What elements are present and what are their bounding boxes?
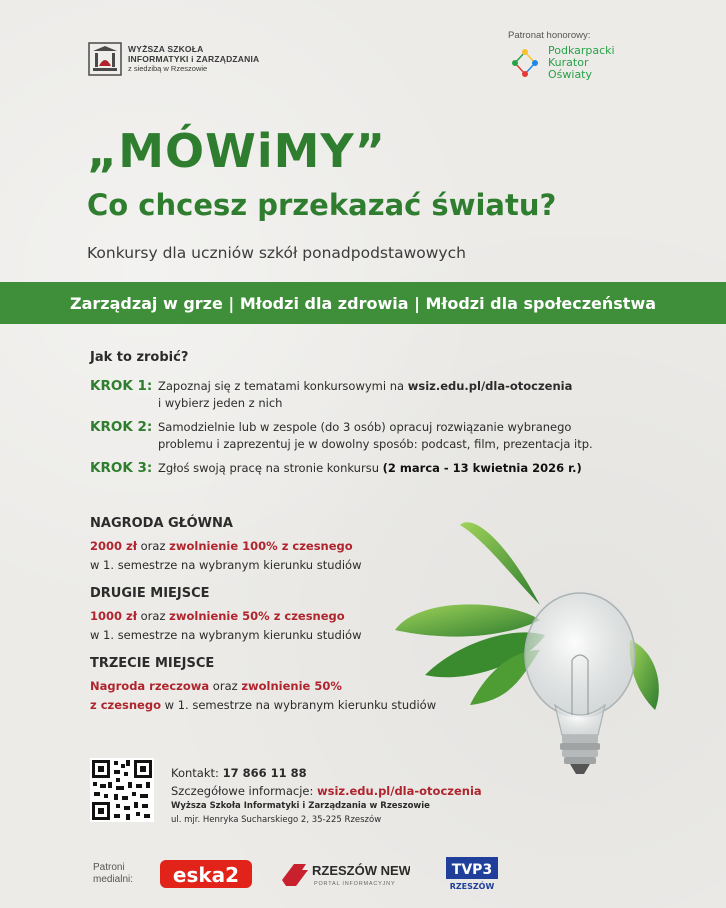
- eska2-logo: [160, 858, 252, 894]
- step-label: KROK 1:: [90, 378, 153, 394]
- step-text: problemu i zaprezentuj je w dowolny sposób: podcast, film, prezentacja itp.: [158, 437, 593, 451]
- tvp3-icon: [446, 857, 498, 893]
- prize-line2-text: w 1. semestrze na wybranym kierunku studiów: [160, 698, 437, 712]
- eska2-text: eska2: [172, 863, 240, 887]
- kurator-network-icon: [510, 48, 540, 78]
- prize-amount: 1000 zł: [90, 609, 137, 623]
- competitions-banner: [0, 282, 726, 324]
- school-name-line2: INFORMATYKI i ZARZĄDZANIA: [128, 54, 260, 64]
- prize-waiver: zwolnienie 50%: [241, 679, 342, 693]
- prize-heading: DRUGIE MIEJSCE: [90, 586, 210, 601]
- prize-conj: oraz: [136, 609, 170, 623]
- school-emblem-icon: [88, 42, 122, 76]
- media-patrons-label: [93, 862, 133, 886]
- step-dates: (2 marca - 13 kwietnia 2026 r.): [382, 461, 582, 475]
- step-2: [90, 419, 593, 453]
- prize-conj: oraz: [136, 539, 170, 553]
- school-name-line1: WYŻSZA SZKOŁA: [128, 44, 204, 54]
- school-name-line3: z siedzibą w Rzeszowie: [128, 64, 208, 73]
- prize-heading: NAGRODA GŁÓWNA: [90, 516, 233, 531]
- kurator-line2: Kurator: [548, 56, 589, 69]
- page-title: „MÓWiMY”: [87, 124, 386, 178]
- rzeszow-news-icon: [280, 858, 410, 890]
- step-3: [90, 460, 582, 477]
- kurator-line1: Podkarpacki: [548, 44, 615, 57]
- prize-amount: Nagroda rzeczowa: [90, 679, 210, 693]
- prize-heading: TRZECIE MIEJSCE: [90, 656, 215, 671]
- patronat-honorowy: [508, 30, 615, 81]
- step-text: Zapoznaj się z tematami konkursowymi na: [158, 379, 408, 393]
- prize-waiver: z czesnego: [90, 698, 161, 712]
- contact-org: Wyższa Szkoła Informatyki i Zarządzania w Rzeszowie: [171, 801, 430, 811]
- prize-line2: w 1. semestrze na wybranym kierunku studiów: [90, 628, 362, 642]
- prize-line: [90, 609, 345, 623]
- how-to-heading: Jak to zrobić?: [90, 350, 189, 365]
- lightbulb-leaves-icon: [390, 510, 690, 810]
- step-1: [90, 378, 572, 412]
- eska2-logo-icon: [160, 858, 252, 890]
- prize-conj: oraz: [209, 679, 242, 693]
- rzeszow-portal-text: PORTAL INFORMACYJNY: [314, 881, 396, 887]
- kurator-line3: Oświaty: [548, 68, 593, 81]
- contact-info-label: Szczegółowe informacje:: [171, 784, 318, 798]
- prize-waiver: zwolnienie 50% z czesnego: [169, 609, 345, 623]
- media-patrons-line2: medialni:: [93, 874, 134, 885]
- step-text: Zgłoś swoją pracę na stronie konkursu: [158, 461, 383, 475]
- tvp3-text: TVP3: [451, 862, 493, 878]
- contact-info-link[interactable]: wsiz.edu.pl/dla-otoczenia: [317, 784, 482, 798]
- qr-code-icon[interactable]: [90, 758, 154, 822]
- step-label: KROK 3:: [90, 460, 153, 476]
- step-text: i wybierz jeden z nich: [158, 396, 283, 410]
- prize-line: [90, 679, 342, 693]
- tvp3-city: RZESZÓW: [449, 882, 495, 891]
- prize-amount: 2000 zł: [90, 539, 137, 553]
- prize-line2: w 1. semestrze na wybranym kierunku studiów: [90, 558, 362, 572]
- contact-address: ul. mjr. Henryka Sucharskiego 2, 35-225 Rzeszów: [171, 815, 382, 825]
- contact-phone: [171, 766, 307, 780]
- contact-phone-label: Kontakt:: [171, 766, 223, 780]
- kurator-logo: [510, 45, 615, 81]
- rzeszow-news-text: RZESZÓW NEWS: [312, 863, 410, 878]
- prize-waiver: zwolnienie 100% z czesnego: [169, 539, 353, 553]
- prize-line2: [90, 698, 436, 712]
- media-patrons-line1: Patroni: [93, 862, 125, 873]
- prize-line: [90, 539, 353, 553]
- step-label: KROK 2:: [90, 419, 153, 435]
- school-logo: [88, 42, 259, 76]
- page-subtitle: Co chcesz przekazać światu?: [87, 188, 557, 222]
- tagline: Konkursy dla uczniów szkół ponadpodstawowych: [87, 244, 466, 262]
- step-link[interactable]: wsiz.edu.pl/dla-otoczenia: [407, 379, 573, 393]
- tvp3-logo: [446, 857, 498, 897]
- contact-phone-number[interactable]: 17 866 11 88: [222, 766, 307, 780]
- step-text: Samodzielnie lub w zespole (do 3 osób) opracuj rozwiązanie wybranego: [158, 420, 572, 434]
- contact-info: [171, 784, 482, 798]
- patronat-label: Patronat honorowy:: [508, 30, 591, 41]
- competitions-list: Zarządzaj w grze | Młodzi dla zdrowia | Młodzi dla społeczeństwa: [69, 293, 657, 313]
- rzeszow-news-logo: [280, 858, 410, 894]
